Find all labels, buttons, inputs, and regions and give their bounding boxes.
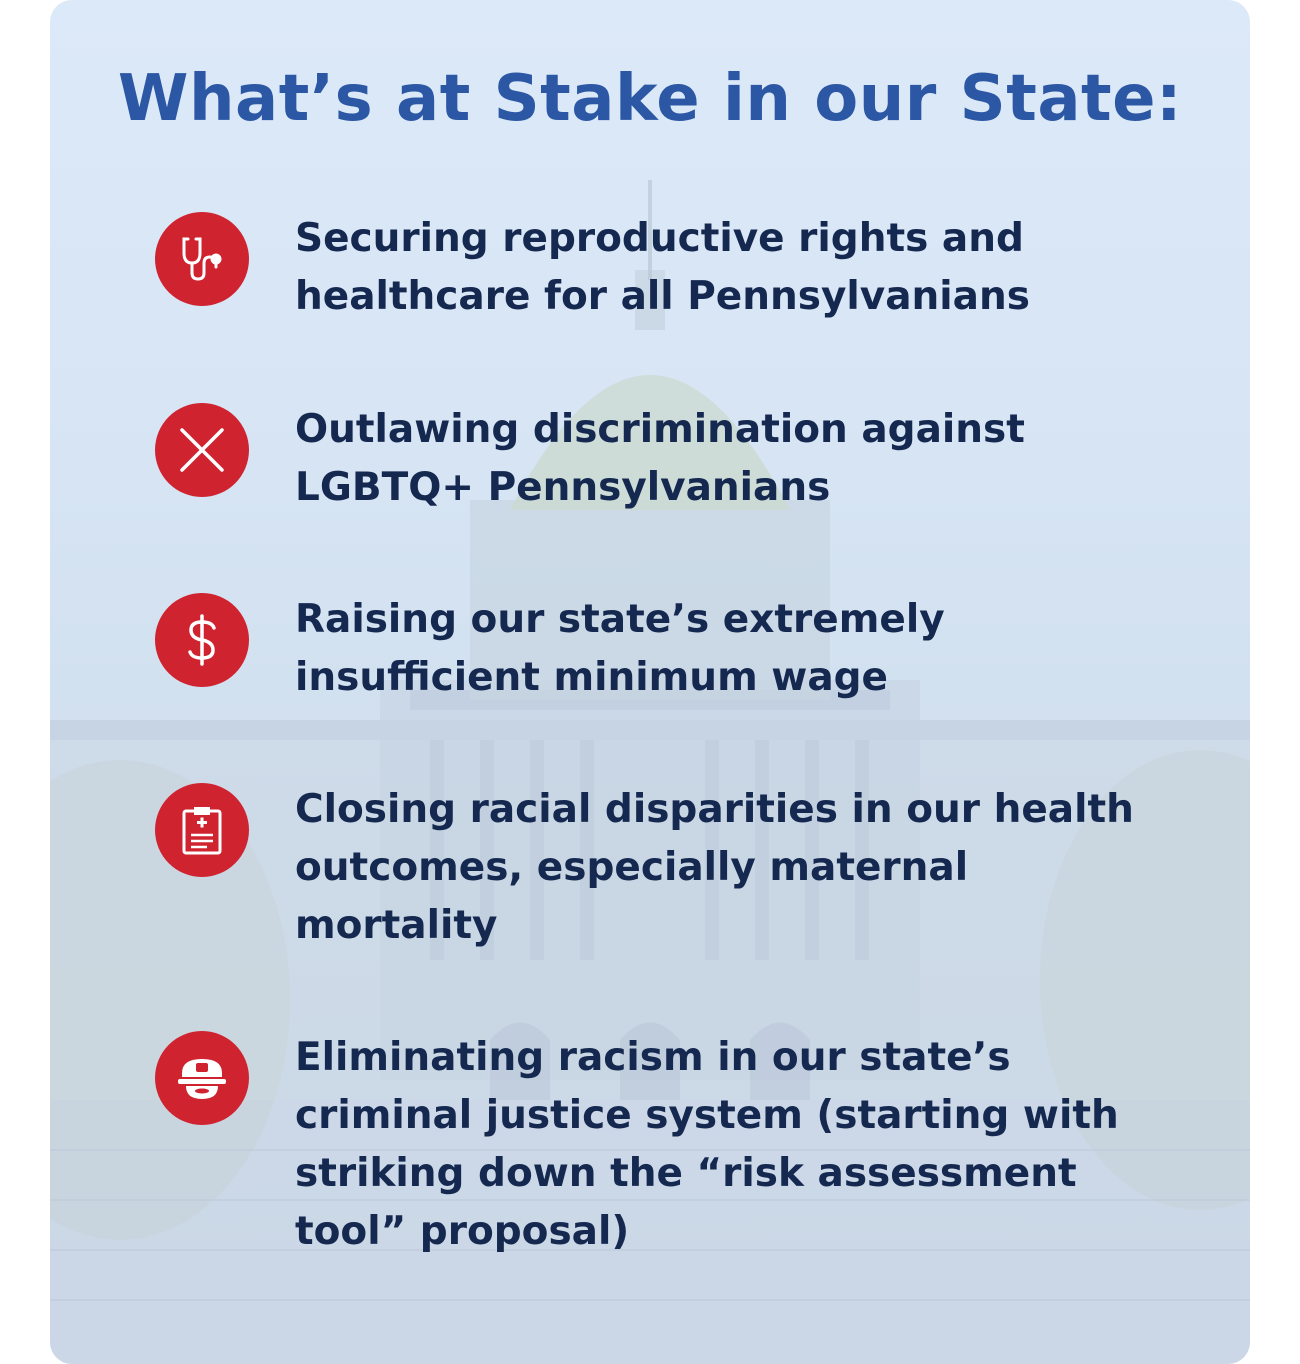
x-icon [155, 403, 249, 497]
stake-item-text: Closing racial disparities in our health outcomes, especially maternal mortality [295, 787, 1134, 948]
police-officer-icon [155, 1031, 249, 1125]
stake-item-text: Eliminating racism in our state’s criminal justice system (starting with striking down the “risk assessment tool” proposal) [295, 1035, 1119, 1254]
stake-item-text: Outlawing discrimination against LGBTQ+ Pennsylvanians [295, 407, 1025, 510]
stake-item-text: Raising our state’s extremely insufficient minimum wage [295, 597, 945, 700]
page-title: What’s at Stake in our State: [117, 62, 1183, 136]
stakes-card [50, 0, 1250, 1364]
clipboard-medical-icon [155, 783, 249, 877]
stethoscope-icon [155, 212, 249, 306]
stake-item-text: Securing reproductive rights and healthcare for all Pennsylvanians [295, 216, 1030, 319]
dollar-icon [155, 593, 249, 687]
